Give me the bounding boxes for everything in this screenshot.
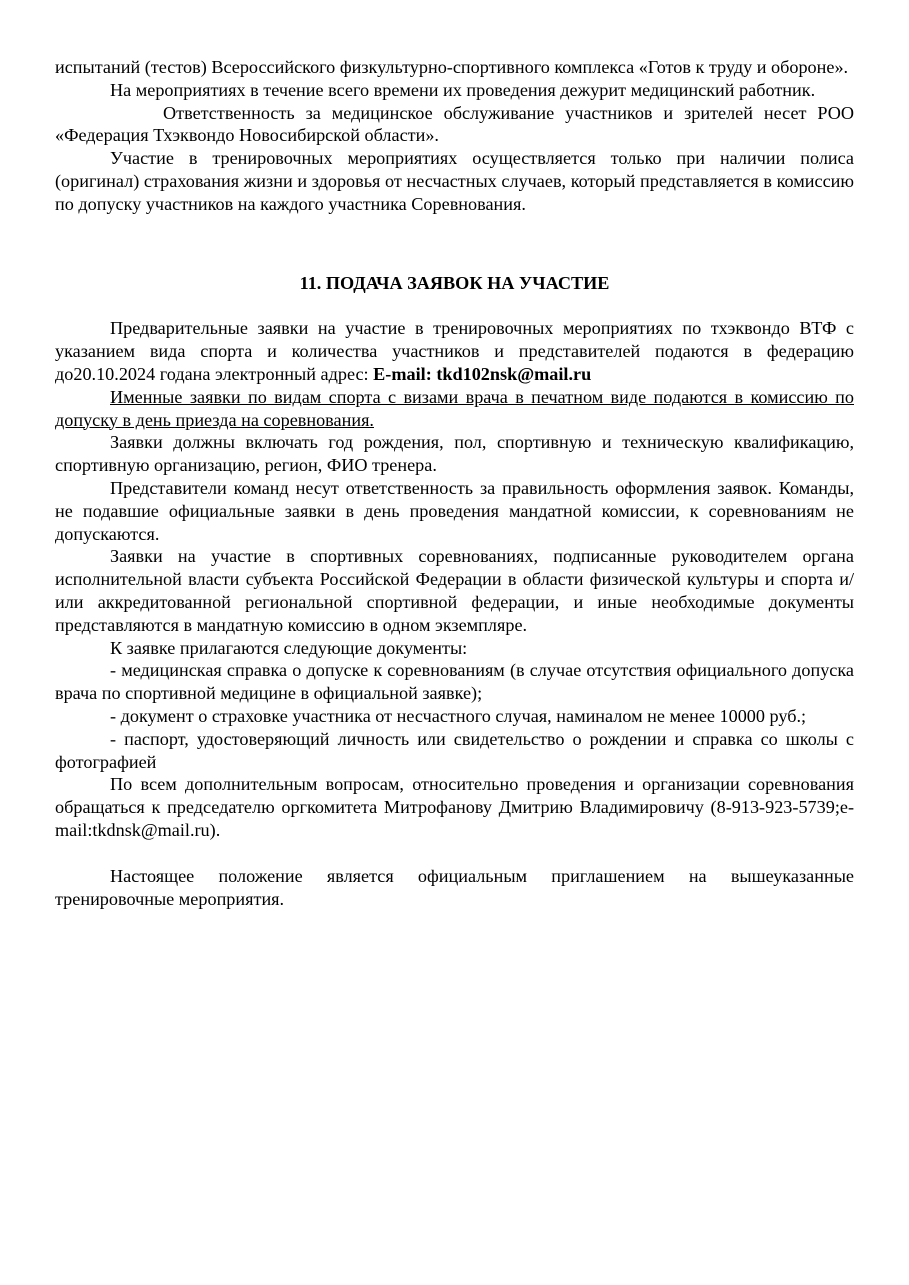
paragraph-contacts: По всем дополнительным вопросам, относительно проведения и организации соревнования обращаться к председателю оргкомитета Митрофанову Дмитрию Владимировичу (8-913-923-5739;e-mail:tkdnsk@mail.ru). — [55, 774, 854, 840]
document-page — [55, 56, 854, 910]
list-item-insurance-document: - документ о страховке участника от несчастного случая, наминалом не менее 10000 руб.; — [110, 705, 807, 726]
paragraph-medical-staff: На мероприятиях в течение всего времени их проведения дежурит медицинский работник. — [110, 79, 816, 100]
list-item-medical-certificate: - медицинская справка о допуске к соревнованиям (в случае отсутствия официального допуска врача по спортивной медицине в официальной заявке); — [55, 660, 854, 704]
paragraph-official-invitation: Настоящее положение является официальным приглашением на вышеуказанные тренировочные мероприятия. — [55, 865, 854, 909]
spacer — [55, 216, 854, 272]
paragraph-team-responsibility: Представители команд несут ответственность за правильность оформления заявок. Команды, не подавшие официальные заявки в день проведения мандатной комиссии, к соревнованиям не допускаются. — [55, 477, 854, 544]
paragraph-application-contents: Заявки должны включать год рождения, пол, спортивную и техническую квалификацию, спортивную организацию, регион, ФИО тренера. — [55, 432, 854, 476]
paragraph-signed-applications: Заявки на участие в спортивных соревнованиях, подписанные руководителем органа исполнительной власти субъекта Российской Федерации в области физической культуры и спорта и/или аккредитованной региональной спортивной федерации, и иные необходимые документы представляются в мандатную комиссию в одном экземпляре. — [55, 546, 854, 635]
paragraph-insurance: Участие в тренировочных мероприятиях осуществляется только при наличии полиса (оригинал) страхования жизни и здоровья от несчастных случаев, который представляется в комиссию по допуску участников на каждого участника Соревнования. — [55, 148, 854, 214]
section-heading: 11. ПОДАЧА ЗАЯВОК НА УЧАСТИЕ — [299, 272, 610, 293]
paragraph-medical-responsibility: Ответственность за медицинское обслуживание участников и зрителей несет РОО «Федерация Тхэквондо Новосибирской области». — [55, 102, 854, 146]
paragraph-documents-intro: К заявке прилагаются следующие документы: — [110, 637, 468, 658]
paragraph-preliminary-applications — [55, 317, 854, 385]
contact-email: E-mail: tkd102nsk@mail.ru — [373, 363, 592, 384]
paragraph-named-applications: Именные заявки по видам спорта с визами врача в печатном виде подаются в комиссию по допуску в день приезда на соревнования. — [55, 386, 854, 430]
list-item-passport: - паспорт, удостоверяющий личность или свидетельство о рождении и справка со школы с фотографией — [55, 728, 854, 772]
preliminary-text: Предварительные заявки на участие в тренировочных мероприятиях по тхэквондо ВТФ с указанием вида спорта и количества участников и представителей подаются в федерацию до20.10.2024 годана электронный адрес: — [55, 318, 854, 384]
spacer — [55, 842, 854, 865]
spacer — [55, 294, 854, 317]
paragraph-continuation: испытаний (тестов) Всероссийского физкультурно-спортивного комплекса «Готов к труду и обороне». — [55, 57, 849, 77]
